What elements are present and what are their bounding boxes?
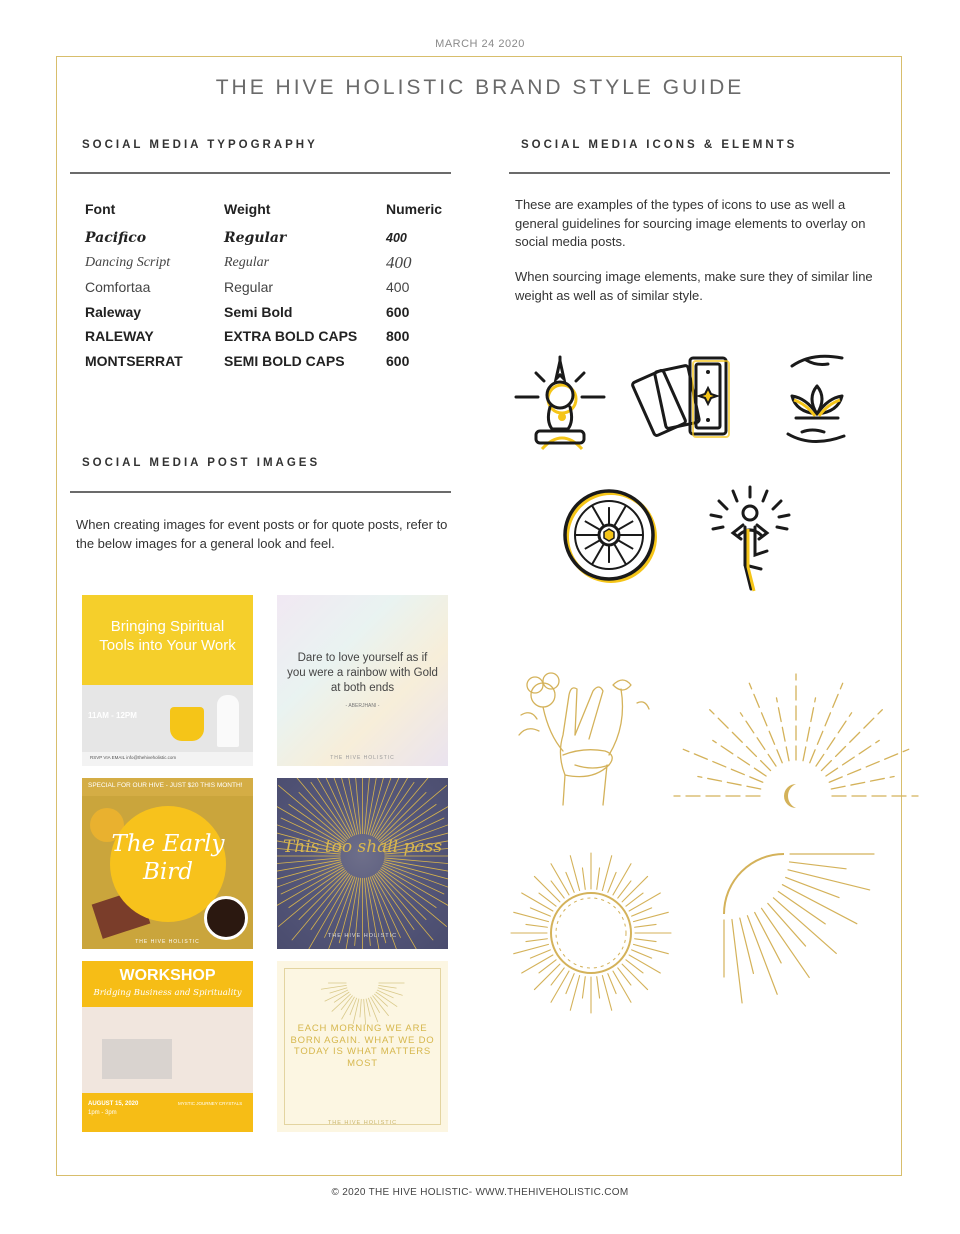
ray-line bbox=[592, 544, 604, 565]
typography-divider bbox=[70, 172, 451, 174]
ray-line bbox=[582, 977, 585, 998]
ray-line bbox=[377, 778, 434, 839]
ray-line bbox=[826, 740, 879, 776]
thumb-time: 11AM - 12PM bbox=[88, 711, 137, 720]
ray-line bbox=[740, 713, 776, 766]
zodiac-wheel-icon bbox=[560, 485, 660, 585]
typography-row bbox=[85, 251, 456, 276]
ray-line bbox=[384, 858, 448, 864]
ray-line bbox=[632, 908, 652, 916]
ray-line bbox=[382, 867, 448, 911]
ray-line bbox=[592, 506, 604, 527]
ray-line bbox=[277, 858, 341, 864]
post-thumb-workshop bbox=[82, 961, 253, 1132]
ray-line bbox=[526, 924, 547, 927]
ray-line bbox=[585, 540, 600, 549]
ray-line bbox=[378, 988, 403, 996]
ray-line bbox=[534, 964, 559, 989]
post-images-divider bbox=[70, 491, 451, 493]
ray-line bbox=[534, 876, 559, 901]
icons-paragraph-2: When sourcing image elements, make sure they of similar line weight as well as of similar style. bbox=[515, 269, 873, 303]
font-name: MONTSERRAT bbox=[85, 352, 183, 369]
ray-line bbox=[755, 912, 781, 962]
vase-shape bbox=[217, 695, 239, 747]
font-numeric: 400 bbox=[386, 252, 412, 272]
font-numeric: 400 bbox=[386, 231, 407, 246]
ray-line bbox=[372, 996, 388, 1016]
thumb-rsvp: RSVP VIA EMAIL info@thehiveholistic.com bbox=[90, 755, 177, 760]
column-header-font: Font bbox=[85, 201, 116, 217]
ray-line bbox=[383, 864, 448, 894]
ray-line bbox=[277, 864, 342, 894]
typography-row bbox=[85, 226, 456, 251]
corner-sunburst bbox=[720, 850, 890, 1000]
typography-header-row bbox=[85, 200, 456, 226]
ray-line bbox=[277, 867, 343, 911]
thumb-quote: EACH MORNING WE ARE BORN AGAIN. WHAT WE DO TODAY IS WHAT MATTERS MOST bbox=[290, 1023, 435, 1069]
thumb-brand: THE HIVE HOLISTIC bbox=[327, 1120, 398, 1126]
sunburst-moon bbox=[700, 672, 890, 822]
font-weight: SEMI BOLD CAPS bbox=[224, 352, 345, 369]
thumb-quote: Dare to love yourself as if you were a rainbow with Gold at both ends bbox=[287, 652, 438, 694]
font-name: Pacifico bbox=[85, 230, 147, 247]
tarot-cards-icon bbox=[638, 352, 738, 452]
ray-line bbox=[732, 920, 742, 1003]
ray-line bbox=[749, 683, 782, 762]
font-weight: Semi Bold bbox=[224, 303, 293, 320]
lotus-hands-icon bbox=[782, 352, 852, 452]
ray-line bbox=[614, 506, 626, 527]
thumb-title: Bringing Spiritual Tools into Your Work bbox=[99, 618, 236, 654]
document-date: MARCH 24 2020 bbox=[435, 38, 525, 50]
ray-line bbox=[582, 868, 585, 889]
font-numeric: 600 bbox=[386, 352, 410, 369]
ray-line bbox=[622, 964, 647, 989]
thumb-brand: THE HIVE HOLISTIC bbox=[327, 933, 398, 939]
typography-row bbox=[85, 300, 456, 325]
post-thumb-rainbow-quote bbox=[277, 595, 448, 766]
ray-line bbox=[566, 872, 574, 892]
thumb-banner: SPECIAL FOR OUR HIVE - JUST $20 THIS MONTH! bbox=[88, 782, 243, 789]
ray-line bbox=[526, 939, 547, 942]
post-thumb-early-bird bbox=[82, 778, 253, 949]
font-numeric: 800 bbox=[386, 328, 410, 345]
ray-line bbox=[803, 698, 815, 761]
ray-line bbox=[292, 778, 349, 839]
peace-hand-flowers bbox=[513, 655, 673, 815]
ray-line bbox=[360, 999, 361, 1017]
ray-line bbox=[788, 870, 870, 890]
ray-line bbox=[776, 698, 788, 761]
mug-shape bbox=[170, 707, 204, 741]
ray-line bbox=[821, 710, 882, 771]
burst-lines bbox=[277, 778, 448, 949]
column-header-numeric: Numeric bbox=[386, 201, 443, 217]
typography-row bbox=[85, 275, 456, 300]
font-numeric: 600 bbox=[386, 303, 410, 320]
thumb-venue: MYSTIC JOURNEY CRYSTALS bbox=[178, 1101, 243, 1106]
font-weight: Regular bbox=[224, 230, 287, 247]
post-thumb-this-too-shall-pass bbox=[277, 778, 448, 949]
ray-line bbox=[378, 985, 396, 988]
font-weight: EXTRA BOLD CAPS bbox=[224, 328, 358, 345]
ray-line bbox=[522, 955, 553, 973]
ray-line bbox=[613, 971, 631, 1002]
post-images-description: When creating images for event posts or for quote posts, refer to the below images for a general look and feel. bbox=[76, 517, 448, 551]
circle-sunburst bbox=[516, 845, 666, 1015]
thumb-date: AUGUST 15, 2020 bbox=[88, 1101, 139, 1107]
icons-divider bbox=[509, 172, 890, 174]
icons-heading: SOCIAL MEDIA ICONS & ELEMNTS bbox=[521, 139, 798, 151]
icons-paragraph-1: These are examples of the types of icons to use as well a general guidelines for sourcing image elements to overlay on social media posts. bbox=[515, 197, 866, 249]
ray-line bbox=[597, 868, 600, 889]
thumb-time: 1pm - 3pm bbox=[88, 1110, 117, 1116]
ray-line bbox=[622, 876, 647, 901]
ray-line bbox=[618, 521, 633, 530]
ray-line bbox=[585, 521, 600, 530]
ray-line bbox=[530, 908, 550, 916]
ray-line bbox=[330, 988, 348, 993]
ray-line bbox=[635, 924, 656, 927]
thumb-brand: THE HIVE HOLISTIC bbox=[135, 939, 200, 945]
typography-heading: SOCIAL MEDIA TYPOGRAPHY bbox=[82, 139, 318, 151]
ray-line bbox=[618, 540, 633, 549]
typography-row bbox=[85, 349, 456, 374]
thumb-subtitle: Bridging Business and Spirituality bbox=[93, 988, 242, 998]
post-thumb-each-morning bbox=[277, 961, 448, 1132]
ray-line bbox=[377, 990, 394, 998]
font-name: Raleway bbox=[85, 303, 142, 320]
coffee-cup-shape bbox=[204, 896, 248, 940]
meditation-sun-icon bbox=[510, 355, 610, 455]
thumb-quote: This too shall pass bbox=[282, 837, 443, 857]
ray-line bbox=[629, 893, 660, 911]
font-name: RALEWAY bbox=[85, 328, 154, 345]
font-weight: Regular bbox=[224, 254, 270, 270]
ray-line bbox=[810, 683, 843, 762]
thumb-brand: THE HIVE HOLISTIC bbox=[330, 755, 395, 761]
thumb-title: WORKSHOP bbox=[119, 967, 216, 984]
ray-line bbox=[364, 999, 366, 1025]
typography-table bbox=[85, 200, 456, 373]
ray-line bbox=[597, 977, 600, 998]
ray-line bbox=[713, 740, 766, 776]
ray-line bbox=[355, 778, 361, 834]
ray-line bbox=[364, 778, 370, 834]
ray-line bbox=[816, 713, 852, 766]
ray-line bbox=[522, 893, 553, 911]
thumb-title: The Early Bird bbox=[111, 831, 225, 885]
footer-copyright: © 2020 THE HIVE HOLISTIC- WWW.THEHIVEHOLISTIC.COM bbox=[331, 1187, 629, 1198]
page-title: THE HIVE HOLISTIC BRAND STYLE GUIDE bbox=[215, 76, 745, 99]
font-weight: Regular bbox=[224, 279, 274, 296]
column-header-weight: Weight bbox=[224, 201, 271, 217]
font-numeric: 400 bbox=[386, 279, 410, 296]
ray-line bbox=[613, 864, 631, 895]
ray-line bbox=[551, 864, 569, 895]
ray-line bbox=[629, 955, 660, 973]
post-thumb-bringing-spiritual-tools bbox=[82, 595, 253, 766]
ray-line bbox=[790, 862, 847, 869]
ray-line bbox=[353, 999, 359, 1024]
ray-line bbox=[608, 872, 616, 892]
thumb-author: - ABERJHANI - bbox=[345, 703, 380, 709]
laptop-shape bbox=[102, 1039, 172, 1079]
ray-line bbox=[566, 974, 574, 994]
ray-line bbox=[530, 950, 550, 958]
font-name: Dancing Script bbox=[85, 254, 171, 270]
ray-line bbox=[632, 950, 652, 958]
ray-line bbox=[551, 971, 569, 1002]
post-images-heading: SOCIAL MEDIA POST IMAGES bbox=[82, 457, 321, 469]
ray-line bbox=[608, 974, 616, 994]
ray-line bbox=[635, 939, 656, 942]
typography-row bbox=[85, 324, 456, 349]
ray-line bbox=[831, 776, 894, 788]
ray-line bbox=[698, 776, 761, 788]
tree-pose-icon bbox=[705, 485, 795, 595]
ray-line bbox=[614, 544, 626, 565]
ray-line bbox=[710, 710, 771, 771]
font-name: Comfortaa bbox=[85, 279, 151, 296]
